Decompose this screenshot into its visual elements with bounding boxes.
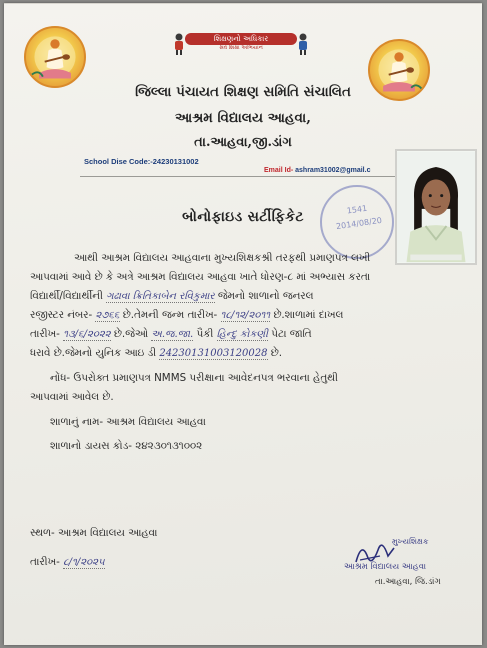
category-value: અ.જ.જા. <box>151 329 194 340</box>
body-line-1: આથી આશ્રમ વિદ્યાલય આહવાના મુખ્યશિક્ષકશ્રી તરફથી પ્રમાણપત્ર લખી <box>74 252 371 264</box>
signature-place: તા.આહવા, જિ.ડાંગ <box>375 577 441 587</box>
body-line-6-end: છે. <box>270 347 283 359</box>
admission-date: ૧૩/૬/૨૦૨૨ <box>63 329 111 340</box>
admission-label: તારીખ- <box>30 328 60 340</box>
register-number: ૨૭૬૬ <box>95 310 120 321</box>
place: સ્થળ- આશ્રમ વિદ્યાલય આહવા <box>30 527 158 539</box>
subcaste-label: પેટા જાતિ <box>271 328 312 340</box>
svg-text:મુખ્યશિક્ષક: મુખ્યશિક્ષક <box>392 537 429 546</box>
category-label: છે.જેઓ <box>113 328 148 340</box>
caste-value: હિન્દુ કોકણી <box>216 329 268 340</box>
child-figure-icon <box>295 32 311 56</box>
body-line-6 <box>30 341 282 366</box>
certificate-title: બોનોફાઇડ સર્ટીફિકેટ <box>182 209 304 225</box>
date-label: તારીખ- <box>30 556 60 568</box>
dise-code: શાળાનો ડાયસ કોડ- ૨૪૨૩૦૧૩૧૦૦૨ <box>50 440 203 452</box>
date-row <box>30 556 105 569</box>
note-line-2: આપવામાં આવેલ છે. <box>30 391 114 403</box>
saraswati-emblem-left <box>24 26 86 88</box>
email-value: ashram31002@gmail.c <box>295 167 371 174</box>
student-name: ગઢાવા ક્રિતિકાબેન રવિકુમાર <box>106 291 215 302</box>
email-id <box>264 167 370 174</box>
saraswati-icon <box>26 28 84 86</box>
student-label: વિદ્યાર્થી/વિદ્યાર્થીની <box>30 290 103 302</box>
stamp-line-2: 2014/08/20 <box>335 215 383 232</box>
among-label: પૈકી <box>196 328 214 340</box>
header-line-1: જિલ્લા પંચાયત શિક્ષણ સમિતિ સંચાલિત <box>135 84 351 100</box>
certificate-page <box>4 3 482 645</box>
note-line-1: નોંધ- ઉપરોક્ત પ્રમાણપત્ર NMMS પરીક્ષાના આવેદનપત્ર ભરવાના હેતુથી <box>50 372 338 384</box>
banner-title: શિક્ષણનો અધિકાર <box>185 33 297 45</box>
header-line-2: આશ્રમ વિદ્યાલય આહવા, <box>175 110 311 126</box>
register-label: રજીસ્ટર નંબર- <box>30 309 93 321</box>
banner-subtitle: સર્વ શિક્ષા અભિયાન <box>219 45 263 51</box>
body-line-3-end: જેમનો શાળાનો જનરલ <box>217 290 314 302</box>
body-line-4-end: છે.શાળામાં દાખલ <box>273 309 344 321</box>
email-label: Email Id- <box>264 167 294 174</box>
header-line-3: તા.આહવા,જી.ડાંગ <box>194 135 292 150</box>
rte-banner-logo <box>171 32 311 60</box>
student-portrait-image <box>397 151 475 263</box>
school-name: શાળાનું નામ- આશ્રમ વિદ્યાલય આહવા <box>50 416 206 428</box>
date-value: ૮/૧/૨૦૨૫ <box>63 557 105 568</box>
stamp-line-1: 1541 <box>346 203 368 216</box>
birth-date: ૧૮/૧૨/૨૦૧૧ <box>220 310 271 321</box>
student-photo <box>395 149 477 265</box>
header-divider <box>80 176 400 177</box>
unique-id-label: ધરાવે છે.જેમનો યુનિક આઇ ડી <box>30 347 157 359</box>
birth-date-label: છે.તેમની જન્મ તારીખ- <box>122 309 218 321</box>
signature-school: આશ્રમ વિદ્યાલય આહવા <box>344 562 427 572</box>
school-dise-code: School Dise Code:-24230131002 <box>84 157 199 166</box>
unique-id: 24230131003120028 <box>159 348 268 359</box>
body-line-2: આપવામાં આવે છે કે અત્રે આશ્રમ વિદ્યાલય આહવા ખાતે ધોરણ-૮ માં અભ્યાસ કરતા <box>30 271 371 283</box>
